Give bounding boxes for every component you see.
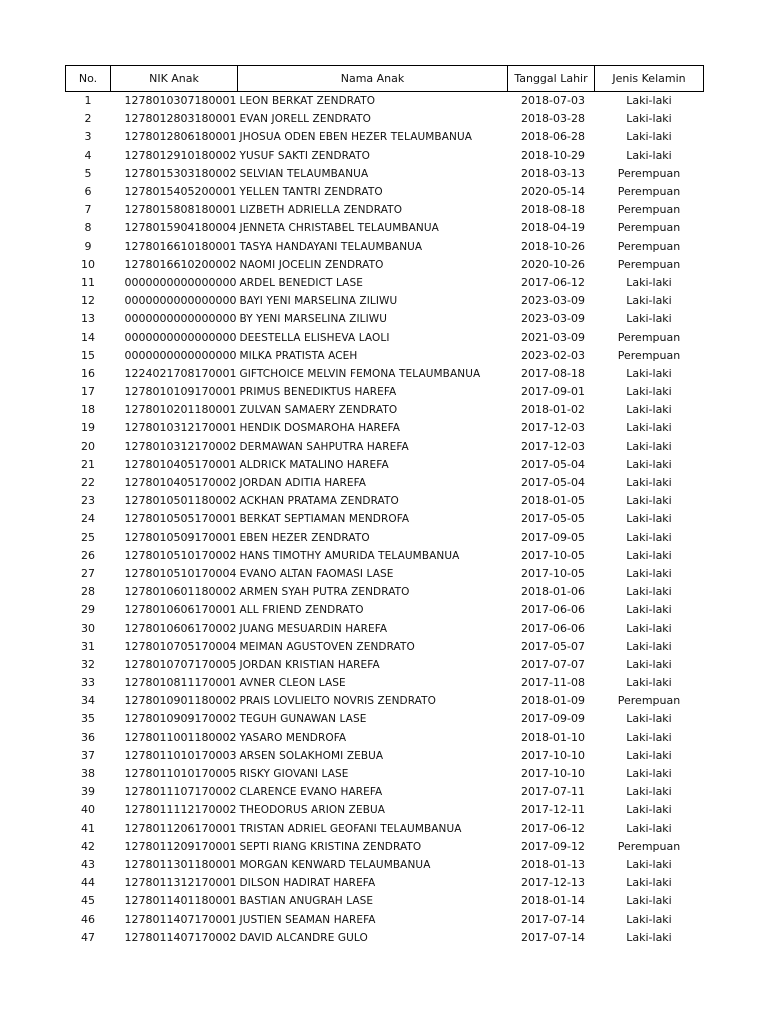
header-jenis-kelamin: Jenis Kelamin (595, 66, 704, 92)
table-row (66, 110, 704, 128)
gender-cell: Laki-laki (626, 548, 672, 562)
table-row (66, 747, 704, 765)
birth-date-cell: 2017-07-07 (521, 657, 585, 671)
table-row (66, 292, 704, 310)
birth-date-cell: 2018-06-28 (521, 130, 585, 144)
row-number: 41 (81, 821, 95, 835)
nik-cell: 1278011407170001 (124, 912, 237, 926)
name-cell: RISKY GIOVANI LASE (239, 768, 349, 781)
gender-cell: Laki-laki (626, 476, 672, 490)
nik-cell: 1278011401180001 (124, 894, 237, 908)
gender-cell: Laki-laki (626, 803, 672, 817)
table-row (66, 401, 704, 419)
gender-cell: Perempuan (617, 239, 681, 253)
header-no: No. (66, 66, 111, 92)
row-number: 1 (84, 94, 92, 108)
nik-cell: 1278010510170004 (124, 566, 237, 580)
table-row (66, 310, 704, 328)
gender-cell: Perempuan (617, 348, 681, 362)
birth-date-cell: 2017-08-18 (521, 366, 585, 380)
gender-cell: Laki-laki (626, 603, 672, 617)
nik-cell: 1278010606170002 (124, 621, 237, 635)
name-cell: SELVIAN TELAUMBANUA (239, 167, 369, 180)
gender-cell: Laki-laki (626, 421, 672, 435)
gender-cell: Laki-laki (626, 857, 672, 871)
birth-date-cell: 2018-01-14 (521, 894, 585, 908)
gender-cell: Laki-laki (626, 94, 672, 108)
birth-date-cell: 2017-12-03 (521, 439, 585, 453)
table-row (66, 456, 704, 474)
name-cell: DILSON HADIRAT HAREFA (239, 877, 376, 890)
birth-date-cell: 2017-12-03 (521, 421, 585, 435)
gender-cell: Laki-laki (626, 275, 672, 289)
nik-cell: 1278015405200001 (124, 185, 237, 199)
birth-date-cell: 2017-09-09 (521, 712, 585, 726)
gender-cell: Laki-laki (626, 930, 672, 944)
name-cell: ARSEN SOLAKHOMI ZEBUA (239, 749, 384, 762)
birth-date-cell: 2017-10-05 (521, 548, 585, 562)
gender-cell: Laki-laki (626, 312, 672, 326)
gender-cell: Perempuan (617, 166, 681, 180)
row-number: 38 (81, 767, 95, 781)
birth-date-cell: 2023-03-09 (521, 312, 585, 326)
nik-cell: 1278012806180001 (124, 130, 237, 144)
table-row (66, 183, 704, 201)
row-number: 6 (84, 185, 92, 199)
row-number: 29 (81, 603, 95, 617)
table-row (66, 219, 704, 237)
row-number: 8 (84, 221, 92, 235)
name-cell: SEPTI RIANG KRISTINA ZENDRATO (239, 840, 422, 853)
birth-date-cell: 2018-01-10 (521, 730, 585, 744)
row-number: 44 (81, 876, 95, 890)
gender-cell: Laki-laki (626, 530, 672, 544)
gender-cell: Perempuan (617, 221, 681, 235)
nik-cell: 1278010909170002 (124, 712, 237, 726)
table-row (66, 419, 704, 437)
birth-date-cell: 2017-12-11 (521, 803, 585, 817)
table-row (66, 256, 704, 274)
table-row (66, 692, 704, 710)
nik-cell: 1278010901180002 (124, 694, 237, 708)
row-number: 46 (81, 912, 95, 926)
nik-cell: 0000000000000000 (124, 275, 237, 289)
nik-cell: 1278011206170001 (124, 821, 237, 835)
table-row (66, 929, 704, 947)
gender-cell: Perempuan (617, 203, 681, 217)
table-row (66, 820, 704, 838)
row-number: 12 (81, 294, 95, 308)
table-row (66, 274, 704, 292)
name-cell: TRISTAN ADRIEL GEOFANI TELAUMBANUA (239, 822, 462, 835)
nik-cell: 1278010606170001 (124, 603, 237, 617)
header-nama: Nama Anak (238, 66, 508, 92)
gender-cell: Laki-laki (626, 512, 672, 526)
birth-date-cell: 2018-01-09 (521, 694, 585, 708)
name-cell: HANS TIMOTHY AMURIDA TELAUMBANUA (239, 549, 460, 562)
nik-cell: 1278016610180001 (124, 239, 237, 253)
nik-cell: 1278010707170005 (124, 657, 237, 671)
name-cell: DERMAWAN SAHPUTRA HAREFA (239, 440, 409, 453)
name-cell: NAOMI JOCELIN ZENDRATO (239, 258, 384, 271)
gender-cell: Laki-laki (626, 366, 672, 380)
table-row (66, 619, 704, 637)
birth-date-cell: 2017-07-11 (521, 785, 585, 799)
birth-date-cell: 2020-05-14 (521, 185, 585, 199)
nik-cell: 1278010405170001 (124, 457, 237, 471)
table-row (66, 438, 704, 456)
row-number: 18 (81, 403, 95, 417)
birth-date-cell: 2017-07-14 (521, 912, 585, 926)
name-cell: JENNETA CHRISTABEL TELAUMBANUA (239, 222, 439, 235)
gender-cell: Laki-laki (626, 712, 672, 726)
name-cell: JORDAN ADITIA HAREFA (239, 477, 367, 490)
birth-date-cell: 2018-10-26 (521, 239, 585, 253)
table-row (66, 583, 704, 601)
table-row (66, 128, 704, 146)
table-row (66, 165, 704, 183)
row-number: 28 (81, 585, 95, 599)
nik-cell: 1278012803180001 (124, 112, 237, 126)
nik-cell: 1278010307180001 (124, 94, 237, 108)
name-cell: ACKHAN PRATAMA ZENDRATO (239, 495, 399, 508)
row-number: 37 (81, 748, 95, 762)
table-row (66, 365, 704, 383)
name-cell: THEODORUS ARION ZEBUA (239, 804, 386, 817)
header-tanggal-lahir: Tanggal Lahir (508, 66, 595, 92)
name-cell: ZULVAN SAMAERY ZENDRATO (239, 404, 398, 417)
birth-date-cell: 2018-01-13 (521, 857, 585, 871)
table-row (66, 474, 704, 492)
gender-cell: Laki-laki (626, 912, 672, 926)
row-number: 11 (81, 275, 95, 289)
birth-date-cell: 2017-06-12 (521, 275, 585, 289)
name-cell: ARDEL BENEDICT LASE (239, 276, 363, 289)
row-number: 45 (81, 894, 95, 908)
row-number: 47 (81, 930, 95, 944)
gender-cell: Laki-laki (626, 639, 672, 653)
name-cell: YASARO MENDROFA (239, 731, 347, 744)
name-cell: EVAN JORELL ZENDRATO (239, 113, 372, 126)
name-cell: ALL FRIEND ZENDRATO (239, 604, 364, 617)
row-number: 17 (81, 385, 95, 399)
name-cell: TASYA HANDAYANI TELAUMBANUA (239, 240, 423, 253)
nik-cell: 0000000000000000 (124, 348, 237, 362)
gender-cell: Laki-laki (626, 730, 672, 744)
nik-cell: 1278010501180002 (124, 494, 237, 508)
header-row (66, 66, 704, 92)
row-number: 23 (81, 494, 95, 508)
birth-date-cell: 2017-05-04 (521, 476, 585, 490)
name-cell: EVANO ALTAN FAOMASI LASE (239, 567, 394, 580)
name-cell: MORGAN KENWARD TELAUMBANUA (239, 858, 431, 871)
birth-date-cell: 2018-01-05 (521, 494, 585, 508)
birth-date-cell: 2017-05-07 (521, 639, 585, 653)
birth-date-cell: 2018-03-28 (521, 112, 585, 126)
row-number: 27 (81, 566, 95, 580)
name-cell: TEGUH GUNAWAN LASE (239, 713, 367, 726)
table-row (66, 892, 704, 910)
gender-cell: Laki-laki (626, 657, 672, 671)
gender-cell: Laki-laki (626, 676, 672, 690)
children-table (65, 65, 704, 947)
nik-cell: 1278010109170001 (124, 385, 237, 399)
name-cell: MILKA PRATISTA ACEH (239, 349, 358, 362)
nik-cell: 1278010705170004 (124, 639, 237, 653)
gender-cell: Perempuan (617, 694, 681, 708)
table-row (66, 856, 704, 874)
row-number: 25 (81, 530, 95, 544)
table-body (66, 92, 704, 947)
birth-date-cell: 2017-12-13 (521, 876, 585, 890)
table-row (66, 328, 704, 346)
nik-cell: 1278011010170003 (124, 748, 237, 762)
gender-cell: Laki-laki (626, 894, 672, 908)
nik-cell: 1278011407170002 (124, 930, 237, 944)
birth-date-cell: 2018-08-18 (521, 203, 585, 217)
name-cell: CLARENCE EVANO HAREFA (239, 786, 383, 799)
name-cell: PRAIS LOVLIELTO NOVRIS ZENDRATO (239, 695, 437, 708)
gender-cell: Laki-laki (626, 585, 672, 599)
row-number: 20 (81, 439, 95, 453)
gender-cell: Laki-laki (626, 876, 672, 890)
name-cell: ALDRICK MATALINO HAREFA (239, 458, 389, 471)
gender-cell: Perempuan (617, 839, 681, 853)
gender-cell: Laki-laki (626, 566, 672, 580)
birth-date-cell: 2017-05-05 (521, 512, 585, 526)
name-cell: BASTIAN ANUGRAH LASE (239, 895, 374, 908)
name-cell: JUSTIEN SEAMAN HAREFA (239, 913, 376, 926)
birth-date-cell: 2023-02-03 (521, 348, 585, 362)
table-row (66, 801, 704, 819)
table-row (66, 201, 704, 219)
row-number: 39 (81, 785, 95, 799)
row-number: 24 (81, 512, 95, 526)
name-cell: BERKAT SEPTIAMAN MENDROFA (239, 513, 410, 526)
gender-cell: Laki-laki (626, 621, 672, 635)
birth-date-cell: 2021-03-09 (521, 330, 585, 344)
row-number: 4 (84, 148, 92, 162)
name-cell: JHOSUA ODEN EBEN HEZER TELAUMBANUA (239, 131, 473, 144)
name-cell: HENDIK DOSMAROHA HAREFA (239, 422, 401, 435)
nik-cell: 1278010811170001 (124, 676, 237, 690)
gender-cell: Laki-laki (626, 821, 672, 835)
table-row (66, 638, 704, 656)
table-row (66, 674, 704, 692)
table-row (66, 529, 704, 547)
table-row (66, 874, 704, 892)
name-cell: EBEN HEZER ZENDRATO (239, 531, 370, 544)
table-row (66, 547, 704, 565)
row-number: 2 (84, 112, 92, 126)
birth-date-cell: 2017-05-04 (521, 457, 585, 471)
name-cell: JUANG MESUARDIN HAREFA (239, 622, 388, 635)
nik-cell: 1278011301180001 (124, 857, 237, 871)
nik-cell: 1224021708170001 (124, 366, 237, 380)
name-cell: LIZBETH ADRIELLA ZENDRATO (239, 204, 403, 217)
name-cell: BY YENI MARSELINA ZILIWU (239, 313, 388, 326)
row-number: 33 (81, 676, 95, 690)
row-number: 16 (81, 366, 95, 380)
table-row (66, 765, 704, 783)
row-number: 36 (81, 730, 95, 744)
row-number: 13 (81, 312, 95, 326)
name-cell: PRIMUS BENEDIKTUS HAREFA (239, 386, 397, 399)
name-cell: BAYI YENI MARSELINA ZILIWU (239, 295, 398, 308)
birth-date-cell: 2017-09-05 (521, 530, 585, 544)
row-number: 10 (81, 257, 95, 271)
birth-date-cell: 2017-09-12 (521, 839, 585, 853)
birth-date-cell: 2017-11-08 (521, 676, 585, 690)
table-row (66, 510, 704, 528)
nik-cell: 1278011209170001 (124, 839, 237, 853)
name-cell: LEON BERKAT ZENDRATO (239, 95, 376, 108)
row-number: 7 (84, 203, 92, 217)
nik-cell: 1278015303180002 (124, 166, 237, 180)
name-cell: DAVID ALCANDRE GULO (239, 931, 368, 944)
table-row (66, 492, 704, 510)
nik-cell: 1278015904180004 (124, 221, 237, 235)
gender-cell: Laki-laki (626, 294, 672, 308)
row-number: 40 (81, 803, 95, 817)
row-number: 32 (81, 657, 95, 671)
nik-cell: 0000000000000000 (124, 294, 237, 308)
nik-cell: 1278010312170002 (124, 439, 237, 453)
birth-date-cell: 2017-06-06 (521, 621, 585, 635)
header-nik: NIK Anak (111, 66, 238, 92)
table-row (66, 656, 704, 674)
table-row (66, 729, 704, 747)
nik-cell: 1278010510170002 (124, 548, 237, 562)
row-number: 9 (84, 239, 92, 253)
table-row (66, 783, 704, 801)
gender-cell: Laki-laki (626, 148, 672, 162)
table-row (66, 92, 704, 111)
row-number: 26 (81, 548, 95, 562)
nik-cell: 1278011107170002 (124, 785, 237, 799)
row-number: 31 (81, 639, 95, 653)
table-row (66, 565, 704, 583)
table-row (66, 238, 704, 256)
table-row (66, 910, 704, 928)
row-number: 30 (81, 621, 95, 635)
birth-date-cell: 2017-06-06 (521, 603, 585, 617)
name-cell: AVNER CLEON LASE (239, 677, 346, 690)
name-cell: GIFTCHOICE MELVIN FEMONA TELAUMBANUA (239, 367, 481, 380)
row-number: 42 (81, 839, 95, 853)
gender-cell: Laki-laki (626, 439, 672, 453)
name-cell: YUSUF SAKTI ZENDRATO (239, 149, 370, 162)
birth-date-cell: 2018-07-03 (521, 94, 585, 108)
birth-date-cell: 2017-10-05 (521, 566, 585, 580)
gender-cell: Perempuan (617, 185, 681, 199)
birth-date-cell: 2017-09-01 (521, 385, 585, 399)
nik-cell: 1278010509170001 (124, 530, 237, 544)
birth-date-cell: 2018-04-19 (521, 221, 585, 235)
birth-date-cell: 2023-03-09 (521, 294, 585, 308)
table-row (66, 383, 704, 401)
nik-cell: 1278015808180001 (124, 203, 237, 217)
nik-cell: 1278010312170001 (124, 421, 237, 435)
birth-date-cell: 2018-10-29 (521, 148, 585, 162)
nik-cell: 1278010201180001 (124, 403, 237, 417)
name-cell: YELLEN TANTRI ZENDRATO (239, 186, 383, 199)
birth-date-cell: 2018-03-13 (521, 166, 585, 180)
nik-cell: 1278011112170002 (124, 803, 237, 817)
birth-date-cell: 2020-10-26 (521, 257, 585, 271)
birth-date-cell: 2017-10-10 (521, 748, 585, 762)
nik-cell: 0000000000000000 (124, 330, 237, 344)
gender-cell: Laki-laki (626, 767, 672, 781)
nik-cell: 1278011001180002 (124, 730, 237, 744)
row-number: 15 (81, 348, 95, 362)
gender-cell: Laki-laki (626, 748, 672, 762)
birth-date-cell: 2018-01-02 (521, 403, 585, 417)
birth-date-cell: 2017-07-14 (521, 930, 585, 944)
nik-cell: 0000000000000000 (124, 312, 237, 326)
row-number: 21 (81, 457, 95, 471)
nik-cell: 1278010405170002 (124, 476, 237, 490)
row-number: 34 (81, 694, 95, 708)
birth-date-cell: 2018-01-06 (521, 585, 585, 599)
row-number: 35 (81, 712, 95, 726)
gender-cell: Laki-laki (626, 494, 672, 508)
nik-cell: 1278011312170001 (124, 876, 237, 890)
nik-cell: 1278012910180002 (124, 148, 237, 162)
gender-cell: Laki-laki (626, 457, 672, 471)
name-cell: ARMEN SYAH PUTRA ZENDRATO (239, 586, 410, 599)
row-number: 5 (84, 166, 92, 180)
birth-date-cell: 2017-10-10 (521, 767, 585, 781)
table-row (66, 147, 704, 165)
table-row (66, 838, 704, 856)
row-number: 3 (84, 130, 92, 144)
gender-cell: Perempuan (617, 330, 681, 344)
nik-cell: 1278010505170001 (124, 512, 237, 526)
table-row (66, 347, 704, 365)
nik-cell: 1278010601180002 (124, 585, 237, 599)
table-row (66, 601, 704, 619)
gender-cell: Perempuan (617, 257, 681, 271)
name-cell: MEIMAN AGUSTOVEN ZENDRATO (239, 640, 415, 653)
gender-cell: Laki-laki (626, 403, 672, 417)
row-number: 19 (81, 421, 95, 435)
name-cell: DEESTELLA ELISHEVA LAOLI (239, 331, 390, 344)
gender-cell: Laki-laki (626, 785, 672, 799)
row-number: 14 (81, 330, 95, 344)
table-row (66, 710, 704, 728)
row-number: 43 (81, 857, 95, 871)
gender-cell: Laki-laki (626, 130, 672, 144)
gender-cell: Laki-laki (626, 385, 672, 399)
table-header (66, 66, 704, 92)
gender-cell: Laki-laki (626, 112, 672, 126)
row-number: 22 (81, 476, 95, 490)
name-cell: JORDAN KRISTIAN HAREFA (239, 658, 380, 671)
nik-cell: 1278011010170005 (124, 767, 237, 781)
birth-date-cell: 2017-06-12 (521, 821, 585, 835)
nik-cell: 1278016610200002 (124, 257, 237, 271)
